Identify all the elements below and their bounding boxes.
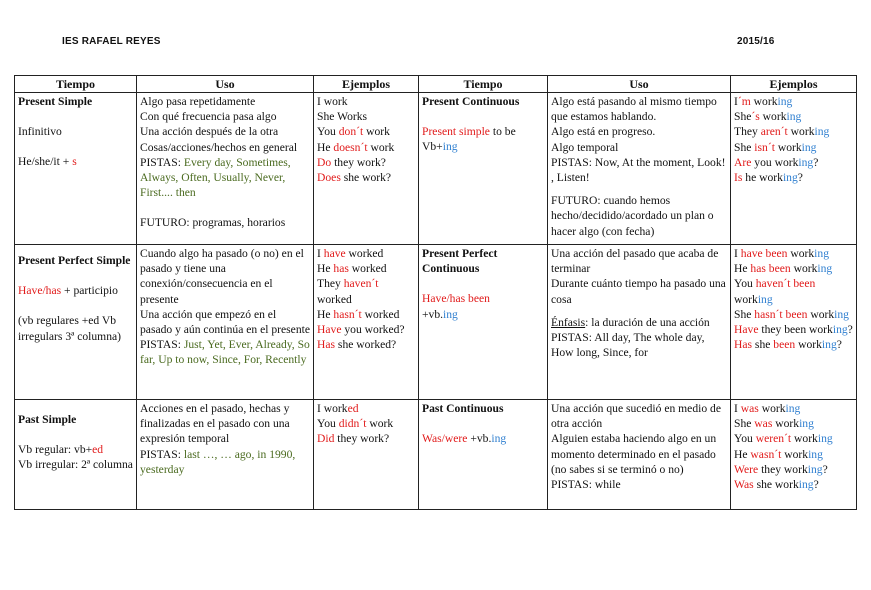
present-perfect-examples-cell: [314, 245, 419, 400]
example-line: They aren´t working: [734, 125, 830, 139]
column-header: Tiempo: [15, 76, 137, 93]
uso-line: Algo pasa repetidamente: [140, 95, 256, 108]
tense-title: Present Perfect Simple: [18, 254, 131, 267]
example-line: She hasn´t been working: [734, 307, 849, 321]
present-simple-tense-cell: [15, 93, 137, 245]
uso-line: Una acción del pasado que acaba de terminar: [551, 247, 719, 276]
example-line: He doesn´t work: [317, 140, 395, 154]
example-line: He wasn´t working: [734, 447, 823, 461]
tense-formula: Vb+ing: [422, 140, 458, 154]
pistas: PISTAS: All day, The whole day, How long, Since, for: [551, 331, 705, 360]
school-name: IES RAFAEL REYES: [62, 36, 161, 47]
tense-formula: +vb.ing: [422, 307, 458, 321]
past-continuous-uso-cell: [548, 400, 731, 510]
past-simple-examples-cell: [314, 400, 419, 510]
example-line: You don´t work: [317, 125, 390, 139]
example-line: Do they work?: [317, 155, 386, 169]
present-continuous-examples-cell: [731, 93, 857, 245]
present-perfect-tense-cell: [15, 245, 137, 400]
tense-formula: Vb regular: vb+ed: [18, 443, 104, 457]
column-header: Tiempo: [419, 76, 548, 93]
past-continuous-examples-cell: [731, 400, 857, 510]
present-perfect-uso-cell: [137, 245, 314, 400]
example-line: She´s working: [734, 110, 802, 124]
pistas: PISTAS: Every day, Sometimes, Always, Often, Usually, Never, First.... then: [140, 155, 291, 200]
present-simple-uso-cell: [137, 93, 314, 245]
example-line: I work: [317, 95, 348, 108]
present-simple-examples-cell: [314, 93, 419, 245]
column-header: Ejemplos: [731, 76, 857, 93]
example-line: I was working: [734, 402, 801, 415]
present-perfect-continuous-tense-cell: [419, 245, 548, 400]
example-line: He has worked: [317, 262, 387, 276]
grammar-table: [14, 75, 857, 510]
school-year: 2015/16: [737, 36, 775, 47]
present-continuous-tense-cell: [419, 93, 548, 245]
example-line: You weren´t working: [734, 432, 833, 446]
tense-title: Present Perfect Continuous: [422, 247, 498, 276]
futuro-line: FUTURO: programas, horarios: [140, 216, 286, 230]
tense-formula: He/she/it + s: [18, 155, 77, 169]
uso-line: PISTAS: while: [551, 478, 621, 492]
pistas: PISTAS: Just, Yet, Ever, Already, So far, Up to now, Since, For, Recently: [140, 338, 310, 367]
uso-line: Cuando algo ha pasado (o no) en el pasado y tiene una conexión/consecuencia en el presente: [140, 247, 304, 306]
futuro-line: FUTURO: cuando hemos hecho/decidido/acordado un plan o hacer algo (con fecha): [551, 194, 714, 238]
example-line: You didn´t work: [317, 417, 394, 431]
example-line: Have you worked?: [317, 323, 405, 337]
uso-line: Acciones en el pasado, hechas y finalizadas en el pasado con una expresión temporal: [140, 402, 290, 446]
tense-note: (vb regulares +ed Vb irregulars 3ª columna): [18, 314, 121, 343]
example-line: Was she working?: [734, 478, 819, 492]
example-line: Has she been working?: [734, 338, 842, 352]
example-line: He has been working: [734, 262, 833, 276]
example-line: Has she worked?: [317, 338, 397, 352]
tense-title: Past Continuous: [422, 402, 504, 415]
tense-formula: Present simple to be: [422, 125, 516, 139]
table-header-row: [15, 76, 857, 93]
column-header: Uso: [137, 76, 314, 93]
tense-formula: Have/has + participio: [18, 284, 118, 298]
column-header: Ejemplos: [314, 76, 419, 93]
example-line: I have been working: [734, 247, 829, 260]
example-line: Did they work?: [317, 432, 390, 446]
example-line: I´m working: [734, 95, 793, 108]
past-simple-tense-cell: [15, 400, 137, 510]
table-row: [15, 93, 857, 245]
uso-line: Una acción que sucedió en medio de otra acción: [551, 402, 721, 431]
example-line: He hasn´t worked: [317, 307, 400, 321]
present-perfect-continuous-uso-cell: [548, 245, 731, 400]
uso-line: Cosas/acciones/hechos en general: [140, 140, 298, 154]
pistas: PISTAS: last …, … ago, in 1990, yesterday: [140, 447, 296, 476]
table-row: [15, 245, 857, 400]
present-perfect-continuous-examples-cell: [731, 245, 857, 400]
uso-line: Durante cuánto tiempo ha pasado una cosa: [551, 277, 726, 306]
example-line: You haven´t been working: [734, 277, 816, 306]
column-header: Uso: [548, 76, 731, 93]
past-continuous-tense-cell: [419, 400, 548, 510]
example-line: She Works: [317, 110, 368, 124]
uso-line: PISTAS: Now, At the moment, Look! , Listen!: [551, 155, 726, 185]
example-line: They haven´t worked: [317, 277, 379, 306]
uso-line: Alguien estaba haciendo algo en un momento determinado en el pasado (no sabes si se terminó o no): [551, 432, 717, 476]
example-line: Are you working?: [734, 155, 819, 169]
uso-line: Con qué frecuencia pasa algo: [140, 110, 277, 124]
tense-formula: Infinitivo: [18, 125, 62, 139]
example-line: She was working: [734, 417, 814, 431]
example-line: I have worked: [317, 247, 384, 260]
tense-formula: Was/were +vb.ing: [422, 432, 507, 446]
table-row: [15, 400, 857, 510]
uso-line: Una acción después de la otra: [140, 125, 279, 139]
tense-formula: Vb irregular: 2ª columna: [18, 458, 133, 472]
uso-line: Una acción que empezó en el pasado y aún continúa en el presente: [140, 307, 310, 337]
present-continuous-uso-cell: [548, 93, 731, 245]
tense-formula: Have/has been: [422, 292, 490, 306]
example-line: Have they been working?: [734, 323, 853, 337]
enfasis-line: Énfasis: la duración de una acción: [551, 315, 710, 329]
tense-title: Past Simple: [18, 413, 77, 426]
example-line: She isn´t working: [734, 140, 817, 154]
uso-line: Algo temporal: [551, 140, 619, 154]
example-line: Is he working?: [734, 171, 803, 185]
example-line: Were they working?: [734, 462, 828, 476]
uso-line: Algo está en progreso.: [551, 125, 656, 139]
tense-title: Present Simple: [18, 95, 93, 108]
example-line: Does she work?: [317, 171, 392, 185]
example-line: I worked: [317, 402, 359, 415]
past-simple-uso-cell: [137, 400, 314, 510]
tense-title: Present Continuous: [422, 95, 520, 108]
uso-line: Algo está pasando al mismo tiempo que estamos hablando.: [551, 95, 717, 124]
